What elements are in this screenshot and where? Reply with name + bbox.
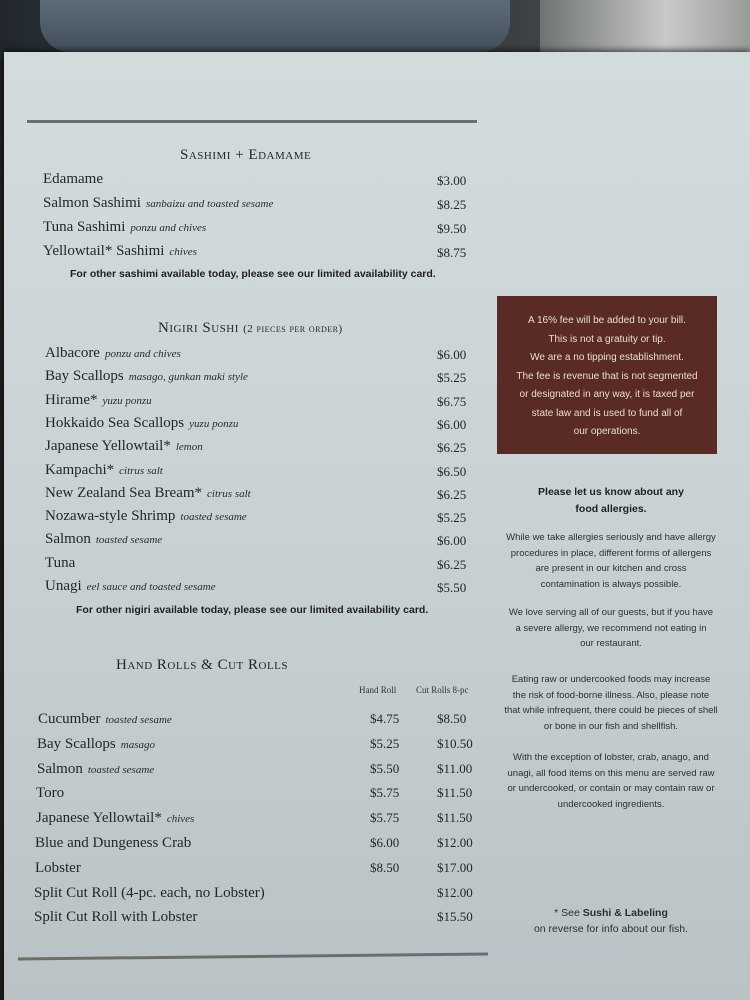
menu-item-description: lemon [175, 441, 203, 454]
menu-item-price: $8.75 [437, 245, 467, 260]
service-fee-line: our operations. [573, 426, 641, 437]
background-glass [540, 0, 750, 58]
menu-item [45, 438, 203, 455]
menu-item [45, 415, 238, 432]
menu-item-name: Japanese Yellowtail* [45, 438, 171, 455]
menu-item [35, 860, 81, 877]
footnote-suffix: on reverse for info about our fish. [533, 923, 689, 935]
hand-roll-price: $5.75 [370, 785, 400, 801]
hand-roll-price: $5.75 [370, 810, 400, 826]
service-fee-line: We are a no tipping establishment. [530, 352, 684, 363]
footnote-prefix: * See [554, 907, 580, 919]
menu-item-name: Kampachi* [45, 461, 115, 478]
menu-item-description: yuzu ponzu [102, 394, 152, 407]
raw-food-warning: Eating raw or undercooked foods may increase the risk of food-borne illness. Also, please note that while infrequent, there could be pieces of shell or bone in our fish and shellfish. [504, 674, 718, 732]
menu-item [43, 171, 103, 188]
hand-roll-column-header: Hand Roll [359, 685, 397, 695]
raw-items-notice: With the exception of lobster, crab, anago, and unagi, all food items on this menu are served raw or undercooked, or contain or may contain raw or undercooked ingredients. [507, 752, 715, 810]
menu-item-description: toasted sesame [105, 714, 172, 726]
menu-item [45, 508, 247, 525]
background-person [40, 0, 510, 52]
cut-roll-price: $12.00 [437, 884, 473, 900]
menu-item-name: Salmon Sashimi [43, 195, 141, 211]
labeling-footnote [500, 905, 722, 937]
menu-item [45, 345, 181, 362]
service-fee-lines [497, 312, 717, 442]
cut-roll-price: $15.50 [437, 909, 473, 925]
cut-roll-price: $12.00 [437, 835, 473, 850]
menu-item-description: chives [166, 813, 195, 826]
menu-item-price: $6.25 [437, 486, 467, 502]
menu-item-description: ponzu and chives [130, 222, 207, 234]
menu-item-name: Toro [36, 785, 65, 802]
service-fee-line: state law and is used to fund all of [531, 407, 683, 419]
menu-item-price: $6.00 [437, 416, 467, 432]
menu-item [43, 195, 273, 212]
menu-item-description: sanbaizu and toasted sesame [145, 198, 274, 210]
menu-item-description: eel sauce and toasted sesame [86, 581, 216, 593]
menu-item-name: Salmon [37, 760, 83, 777]
menu-item-price: $3.00 [437, 173, 467, 188]
menu-item [45, 485, 251, 502]
cut-roll-price: $11.50 [437, 785, 473, 801]
menu-item [38, 711, 172, 728]
menu-item-description: citrus salt [207, 487, 251, 500]
cut-roll-column-header: Cut Rolls 8-pc [416, 685, 469, 695]
service-fee-line: A 16% fee will be added to your bill. [528, 315, 686, 326]
service-fee-line: This is not a gratuity or tip. [548, 333, 666, 345]
menu-item-name: Tuna Sashimi [43, 219, 126, 235]
menu-item-price: $6.75 [437, 393, 467, 409]
menu-item-name: Cucumber [38, 711, 101, 727]
menu-item-description: ponzu and chives [104, 348, 181, 360]
allergy-paragraph-1: While we take allergies seriously and have allergy procedures in place, different forms of allergens are present in our kitchen and cross contamination is always possible. [506, 532, 716, 590]
menu-item [45, 578, 216, 595]
hand-roll-price: $4.75 [370, 711, 400, 726]
allergy-paragraph-2: We love serving all of our guests, but if you have a severe allergy, we recommend not eating in our restaurant. [508, 607, 714, 649]
menu-item-name: New Zealand Sea Bream* [45, 484, 203, 501]
menu-item-description: toasted sesame [87, 763, 155, 776]
menu-item-name: Edamame [43, 171, 103, 187]
menu-item-price: $9.50 [437, 221, 467, 236]
menu-item-price: $6.25 [437, 440, 467, 456]
menu-item-price: $6.00 [437, 347, 467, 362]
menu-item-name: Japanese Yellowtail* [36, 810, 162, 827]
background-scene [0, 0, 750, 60]
menu-item-name: Bay Scallops [45, 368, 124, 385]
top-divider [27, 120, 477, 123]
menu-item-price: $6.25 [437, 556, 467, 572]
menu-item-price: $5.25 [437, 510, 467, 526]
hand-roll-price: $5.25 [370, 735, 400, 751]
menu-item-name: Albacore [45, 345, 100, 361]
menu-item-description: toasted sesame [95, 534, 163, 547]
nigiri-note: For other nigiri available today, please see our limited availability card. [76, 604, 429, 616]
menu-item-name: Hirame* [45, 391, 98, 408]
rolls-section-title: Hand Rolls & Cut Rolls [116, 657, 289, 673]
menu-item-name: Split Cut Roll (4-pc. each, no Lobster) [34, 884, 265, 901]
menu-item-description: citrus salt [119, 464, 163, 477]
menu-item [36, 785, 64, 802]
menu-item-price: $6.50 [437, 463, 467, 479]
menu-item [35, 835, 191, 852]
service-fee-line: The fee is revenue that is not segmented [516, 370, 698, 382]
menu-item-price: $5.50 [437, 580, 467, 595]
menu-item-name: Nozawa-style Shrimp [45, 508, 176, 525]
menu-item [45, 368, 248, 385]
cut-roll-price: $8.50 [437, 711, 467, 726]
service-fee-line: or designated in any way, it is taxed per [519, 389, 695, 400]
footnote-bold: Sushi & Labeling [582, 907, 668, 919]
menu-item-name: Salmon [45, 531, 91, 548]
menu-item [45, 531, 162, 548]
menu-item-description: chives [169, 246, 197, 258]
sashimi-note: For other sashimi available today, please see our limited availability card. [70, 268, 436, 280]
menu-item-name: Yellowtail* Sashimi [43, 243, 165, 259]
menu-item [45, 555, 75, 572]
menu-item-price: $8.25 [437, 197, 467, 212]
menu-item-name: Blue and Dungeness Crab [35, 835, 192, 851]
menu-item [37, 761, 154, 778]
sashimi-section-title: Sashimi + Edamame [180, 147, 312, 163]
hand-roll-price: $6.00 [370, 835, 400, 850]
cut-roll-price: $10.50 [437, 735, 473, 751]
menu-item-name: Hokkaido Sea Scallops [45, 414, 185, 431]
menu-item-price: $5.25 [437, 370, 467, 386]
menu-item [34, 885, 265, 902]
menu-item-name: Split Cut Roll with Lobster [34, 909, 198, 926]
allergy-heading: Please let us know about any food allergies. [538, 486, 684, 515]
nigiri-subtitle: (2 pieces per order) [243, 323, 343, 335]
service-fee-notice [497, 296, 717, 454]
menu-item-price: $6.00 [437, 533, 467, 549]
menu-item [43, 243, 197, 260]
hand-roll-price: $8.50 [370, 859, 400, 875]
menu-item [36, 810, 194, 827]
menu-item-name: Unagi [45, 578, 82, 594]
menu-item [37, 736, 155, 753]
cut-roll-price: $11.50 [437, 810, 473, 826]
menu-item-name: Lobster [35, 859, 81, 876]
menu-item-description: yuzu ponzu [189, 417, 239, 430]
menu-item-description: masago, gunkan maki style [128, 371, 248, 384]
menu-item-name: Tuna [45, 554, 76, 571]
cut-roll-price: $17.00 [437, 859, 473, 875]
menu-item [45, 392, 152, 409]
menu-item [45, 462, 163, 479]
menu-item-description: masago [120, 738, 155, 751]
cut-roll-price: $11.00 [437, 760, 473, 776]
nigiri-title: Nigiri Sushi [158, 320, 239, 336]
menu-item [43, 219, 206, 236]
menu-item [34, 909, 197, 926]
menu-item-name: Bay Scallops [37, 735, 116, 752]
hand-roll-price: $5.50 [370, 760, 400, 776]
nigiri-section-title [158, 320, 343, 337]
menu-item-description: toasted sesame [180, 511, 247, 524]
